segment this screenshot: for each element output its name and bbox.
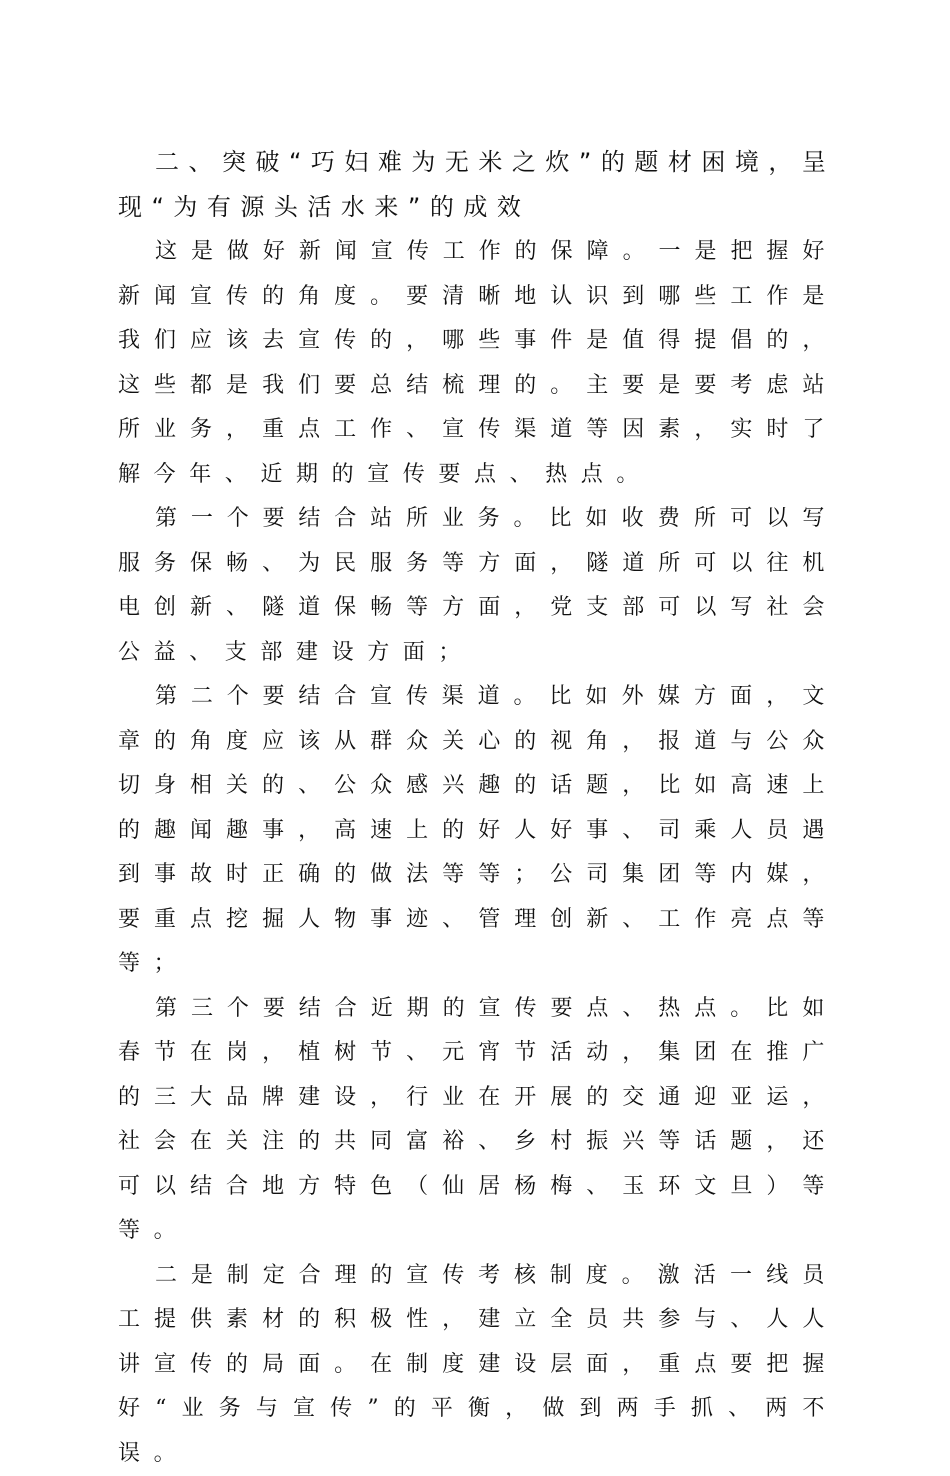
paragraph-text: 比如收费所可以写服务保畅、为民服务等方面，隧道所可以往机电创新、隧道保畅等方面，党支部可以写社会公益、支部建设方面； (118, 506, 838, 665)
paragraph-lead: 第一个要结合站所业务。 (155, 506, 549, 531)
paragraph-text: 比如春节在岗，植树节、元宵节活动，集团在推广的三大品牌建设，行业在开展的交通迎亚运，社会在关注的共同富裕、乡村振兴等话题，还可以结合地方特色（仙居杨梅、玉环文旦）等等。 (118, 996, 838, 1244)
paragraph-text: 这是做好新闻宣传工作的保障。一是把握好新闻宣传的角度。要清晰地认识到哪些工作是我们应该去宣传的，哪些事件是值得提倡的，这些都是我们要总结梳理的。主要是要考虑站所业务，重点工作、宣传渠道等因素，实时了解今年、近期的宣传要点、热点。 (118, 239, 838, 487)
paragraph-intro (118, 230, 838, 497)
paragraph-lead: 第三个要结合近期的宣传要点、热点。 (155, 996, 766, 1021)
paragraph-hot-topics (118, 987, 838, 1254)
paragraph-publicity-channels (118, 675, 838, 987)
section-heading: 二、突破“巧妇难为无米之炊”的题材困境，呈现“为有源头活水来”的成效 (118, 140, 838, 230)
paragraph-lead: 二是制定合理的宣传考核制度。 (155, 1263, 658, 1288)
paragraph-text: 比如外媒方面，文章的角度应该从群众关心的视角，报道与公众切身相关的、公众感兴趣的话题，比如高速上的趣闻趣事，高速上的好人好事、司乘人员遇到事故时正确的做法等等；公司集团等内媒，要重点挖掘人物事迹、管理创新、工作亮点等等； (118, 684, 838, 976)
paragraph-assessment-system (118, 1254, 838, 1476)
paragraph-text: 激活一线员工提供素材的积极性，建立全员共参与、人人讲宣传的局面。在制度建设层面，重点要把握好“业务与宣传”的平衡，做到两手抓、两不误。 (118, 1263, 838, 1466)
paragraph-lead: 第二个要结合宣传渠道。 (155, 684, 549, 709)
paragraph-station-business (118, 497, 838, 675)
document-page (118, 140, 838, 1476)
